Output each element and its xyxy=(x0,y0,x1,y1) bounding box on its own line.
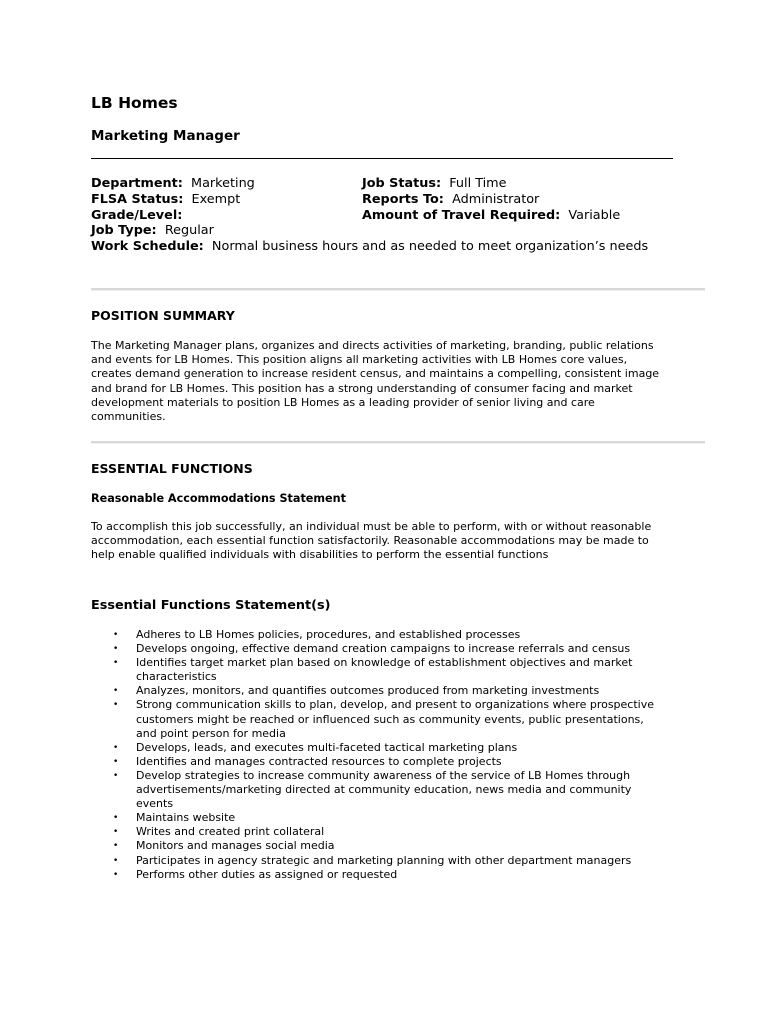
schedule-value: Normal business hours and as needed to meet organization’s needs xyxy=(211,239,649,255)
accommodations-line: help enable qualified individuals with disabilities to perform the essential functions xyxy=(91,548,549,562)
department-label: Department: xyxy=(91,176,183,191)
reports-to-label: Reports To: xyxy=(362,191,444,207)
list-item-line: Maintains website xyxy=(136,811,236,825)
summary-line: development materials to position LB Homes as a leading provider of senior living and care xyxy=(91,395,595,409)
position-summary-heading: POSITION SUMMARY xyxy=(91,308,235,323)
bullet-icon: • xyxy=(113,827,119,838)
job-status-value: Full Time xyxy=(449,176,507,191)
list-item-line: Participates in agency strategic and marketing planning with other department managers xyxy=(136,853,632,867)
essential-functions-heading: ESSENTIAL FUNCTIONS xyxy=(91,461,253,476)
list-item xyxy=(113,684,673,698)
list-item xyxy=(113,656,673,684)
list-item-line: Writes and created print collateral xyxy=(136,825,325,839)
details-row-flsa xyxy=(91,192,648,208)
list-item-line: and point person for media xyxy=(136,726,286,740)
accommodations-line: accommodation, each essential function satisfactorily. Reasonable accommodations may be made to xyxy=(91,534,649,548)
bullet-icon: • xyxy=(113,644,119,655)
list-item xyxy=(113,825,673,839)
company-name: LB Homes xyxy=(91,94,178,112)
list-item xyxy=(113,642,673,656)
bullet-icon: • xyxy=(113,770,119,781)
job-type-value: Regular xyxy=(164,223,214,239)
bullet-icon: • xyxy=(113,686,119,697)
bullet-icon: • xyxy=(113,855,119,866)
details-row-job-type xyxy=(91,223,648,239)
bullet-icon: • xyxy=(113,658,119,669)
job-type-label: Job Type: xyxy=(91,223,157,239)
list-item xyxy=(113,741,673,755)
bullet-icon: • xyxy=(113,630,119,640)
essential-functions-list xyxy=(113,628,673,882)
bullet-icon: • xyxy=(113,841,119,852)
position-summary-text xyxy=(91,339,691,424)
list-item xyxy=(113,755,673,769)
schedule-label: Work Schedule: xyxy=(91,239,204,255)
list-item xyxy=(113,854,673,868)
list-item xyxy=(113,811,673,825)
list-item-line: customers might be reached or influenced such as community events, public presentations, xyxy=(136,712,644,726)
reports-to-value: Administrator xyxy=(452,191,540,207)
accommodations-line: To accomplish this job successfully, an individual must be able to perform, with or without reasonable xyxy=(91,520,652,533)
title-underline xyxy=(91,158,673,159)
accommodations-heading: Reasonable Accommodations Statement xyxy=(91,492,346,505)
bullet-icon: • xyxy=(113,869,119,880)
list-item xyxy=(113,839,673,853)
summary-line: communities. xyxy=(91,410,166,424)
accommodations-text xyxy=(91,520,691,563)
list-item-line: Strong communication skills to plan, develop, and present to organizations where prospective xyxy=(136,698,655,712)
bullet-icon: • xyxy=(113,700,119,711)
job-status-label: Job Status: xyxy=(362,176,442,191)
list-item xyxy=(113,698,673,740)
summary-line: The Marketing Manager plans, organizes and directs activities of marketing, branding, public relations xyxy=(91,339,654,352)
summary-line: and events for LB Homes. This position aligns all marketing activities with LB Homes core values, xyxy=(91,353,628,367)
reports-to-field xyxy=(362,192,539,208)
statements-heading: Essential Functions Statement(s) xyxy=(91,598,331,613)
job-status-field xyxy=(362,176,507,192)
list-item-line: Performs other duties as assigned or requested xyxy=(136,867,398,881)
travel-label: Amount of Travel Required: xyxy=(362,207,561,223)
flsa-label: FLSA Status: xyxy=(91,191,184,207)
department-value: Marketing xyxy=(191,176,255,191)
summary-line: creates demand generation to increase resident census, and maintains a compelling, consistent image xyxy=(91,367,660,381)
details-row-grade xyxy=(91,208,648,224)
travel-field xyxy=(362,208,620,224)
list-item xyxy=(113,628,673,642)
list-item-line: Develops, leads, and executes multi-faceted tactical marketing plans xyxy=(136,740,518,754)
bullet-icon: • xyxy=(113,813,119,824)
list-item-line: Monitors and manages social media xyxy=(136,839,335,853)
list-item xyxy=(113,868,673,882)
list-item-line: advertisements/marketing directed at community education, news media and community xyxy=(136,783,632,797)
flsa-value: Exempt xyxy=(191,191,241,207)
job-details xyxy=(91,176,648,255)
bullet-icon: • xyxy=(113,756,119,767)
job-title: Marketing Manager xyxy=(91,128,240,144)
list-item-line: Develop strategies to increase community awareness of the service of LB Homes through xyxy=(136,768,631,782)
details-row-schedule xyxy=(91,239,648,255)
grade-label: Grade/Level: xyxy=(91,207,183,223)
details-row-department xyxy=(91,176,648,192)
list-item-line: characteristics xyxy=(136,670,217,684)
list-item-line: Identifies target market plan based on knowledge of establishment objectives and market xyxy=(136,656,633,670)
section-divider xyxy=(91,441,705,444)
list-item-line: Identifies and manages contracted resources to complete projects xyxy=(136,754,502,768)
list-item-line: Adheres to LB Homes policies, procedures, and established processes xyxy=(136,628,521,641)
summary-line: and brand for LB Homes. This position has a strong understanding of consumer facing and market xyxy=(91,381,633,395)
list-item-line: Develops ongoing, effective demand creation campaigns to increase referrals and census xyxy=(136,642,631,656)
list-item-line: Analyzes, monitors, and quantifies outcomes produced from marketing investments xyxy=(136,684,600,698)
section-divider xyxy=(91,288,705,291)
bullet-icon: • xyxy=(113,742,119,753)
travel-value: Variable xyxy=(568,207,621,223)
list-item-line: events xyxy=(136,797,174,811)
list-item xyxy=(113,769,673,811)
